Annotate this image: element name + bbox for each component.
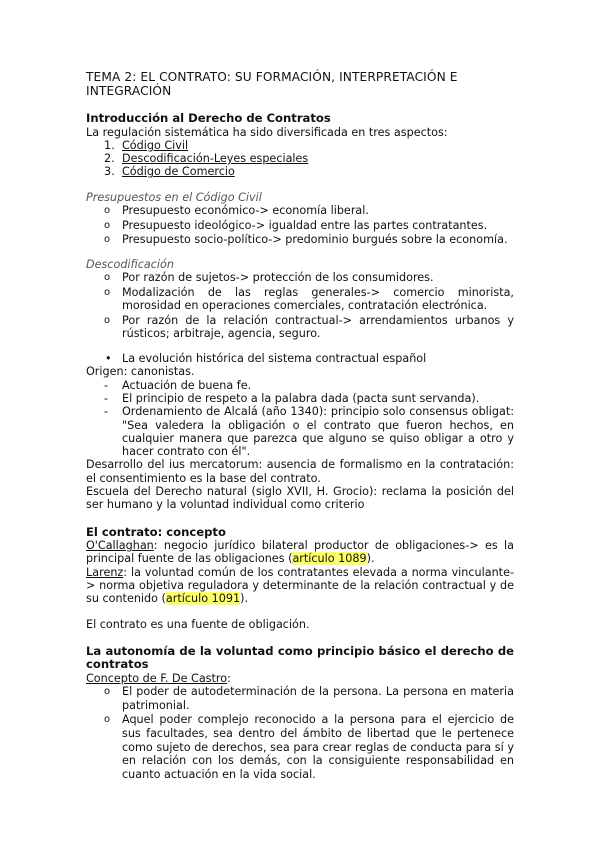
bullet: - — [104, 391, 109, 405]
origen-list — [104, 379, 514, 459]
list-item — [104, 233, 514, 247]
article-reference: artículo 1091 — [165, 592, 241, 606]
bullet: • — [105, 352, 112, 366]
larenz-paragraph — [86, 566, 514, 606]
item-text: La evolución histórica del sistema contractual español — [122, 352, 427, 366]
bullet: o — [104, 686, 111, 698]
item-text: El poder de autodeterminación de la persona. La persona en materia patrimonial. — [122, 685, 514, 712]
intro-list — [104, 139, 514, 179]
bullet: o — [104, 314, 111, 326]
bullet: o — [104, 219, 111, 231]
list-item — [104, 204, 514, 218]
document-page — [86, 70, 514, 782]
list-item — [104, 152, 514, 165]
author-name: Larenz — [86, 565, 124, 579]
author-name: O'Callaghan — [86, 539, 154, 553]
list-item — [104, 352, 514, 365]
list-item — [104, 165, 514, 178]
item-text: Presupuesto ideológico-> igualdad entre las partes contratantes. — [122, 218, 488, 232]
bullet: - — [104, 405, 109, 419]
evolucion-list — [104, 352, 514, 365]
bullet: o — [104, 234, 111, 246]
origen-text: Origen: canonistas. — [86, 365, 195, 379]
item-text: Por razón de la relación contractual-> arrendamientos urbanos y rústicos; arbitraje, agencia, seguro. — [122, 313, 514, 341]
item-text: Ordenamiento de Alcalá (año 1340): principio solo consensus obligat: "Sea valedera la obligación o el contrato que fueron hechos, en cualquier manera que parezca que alguno se quiso obligar a otro y hacer contrato con él". — [122, 405, 514, 459]
bullet: o — [104, 714, 111, 726]
intro-heading: Introducción al Derecho de Contratos — [86, 111, 331, 125]
article-reference: artículo 1089 — [292, 552, 367, 566]
list-item — [104, 219, 514, 233]
bullet: o — [104, 272, 111, 284]
item-text: Modalización de las reglas generales-> comercio minorista, morosidad en operaciones comerciales, contratación electrónica. — [122, 285, 514, 313]
item-text: El principio de respeto a la palabra dada (pacta sunt servanda). — [122, 391, 480, 405]
list-item — [104, 314, 514, 341]
autonomia-heading: La autonomía de la voluntad como principio básico el derecho de contratos — [86, 643, 514, 672]
fuente-text: El contrato es una fuente de obligación. — [86, 617, 310, 631]
bullet: - — [104, 378, 109, 392]
item-text: Actuación de buena fe. — [122, 378, 252, 392]
paragraph-end: ). — [240, 592, 248, 606]
bullet: o — [104, 204, 111, 216]
item-number: 1. — [104, 138, 115, 152]
item-text: Presupuesto socio-político-> predominio burgués sobre la economía. — [122, 233, 508, 247]
concepto-heading: El contrato: concepto — [86, 524, 226, 539]
item-number: 2. — [104, 152, 115, 166]
list-item — [104, 685, 514, 712]
item-text: Aquel poder complejo reconocido a la persona para el ejercicio de sus facultades, sea dentro del ámbito de libertad que le pertenece como sujeto de derechos, sea para crear reglas de conducta para sí y en relación con los demás, con la consiguiente responsabilidad en cuanto actuación en la vida social. — [122, 713, 514, 781]
presupuestos-heading: Presupuestos en el Código Civil — [86, 190, 262, 204]
list-item — [104, 379, 514, 392]
intro-text: La regulación sistemática ha sido diversificada en tres aspectos: — [86, 125, 448, 139]
paragraph-text: : la voluntad común de los contratantes elevada a norma vinculante-> norma objetiva reguladora y determinante de la relación contractual y de su contenido ( — [86, 565, 514, 606]
list-item — [104, 139, 514, 152]
ocallaghan-paragraph — [86, 539, 514, 566]
presupuestos-list — [104, 204, 514, 247]
item-label: Código Civil — [122, 138, 189, 152]
descodificacion-list — [104, 271, 514, 341]
paragraph-end: ). — [366, 552, 375, 566]
escuela-text: Escuela del Derecho natural (siglo XVII, H. Grocio): reclama la posición del ser humano y la voluntad individual como criterio — [86, 485, 514, 512]
autonomia-subheading — [86, 672, 514, 685]
paragraph-text: : negocio jurídico bilateral productor de obligaciones-> es la principal fuente de las obligaciones ( — [86, 539, 514, 566]
document-title: TEMA 2: EL CONTRATO: SU FORMACIÓN, INTERPRETACIÓN E INTEGRACIÓN — [86, 70, 458, 98]
list-item — [104, 713, 514, 781]
list-item — [104, 286, 514, 313]
bullet: o — [104, 286, 111, 298]
autonomia-list — [104, 685, 514, 781]
subheading-end: : — [227, 671, 231, 685]
item-text: Presupuesto económico-> economía liberal. — [122, 203, 369, 217]
item-text: Por razón de sujetos-> protección de los consumidores. — [122, 271, 434, 285]
subheading-text: Concepto de F. De Castro — [86, 671, 228, 685]
desarrollo-text: Desarrollo del ius mercatorum: ausencia de formalismo en la contratación: el consentimiento es la base del contrato. — [86, 458, 514, 485]
list-item — [104, 392, 514, 405]
descodificacion-heading: Descodificación — [86, 257, 174, 271]
list-item — [104, 405, 514, 458]
list-item — [104, 271, 514, 285]
item-label: Código de Comercio — [122, 165, 235, 179]
item-number: 3. — [104, 165, 115, 179]
item-label: Descodificación-Leyes especiales — [122, 152, 309, 166]
